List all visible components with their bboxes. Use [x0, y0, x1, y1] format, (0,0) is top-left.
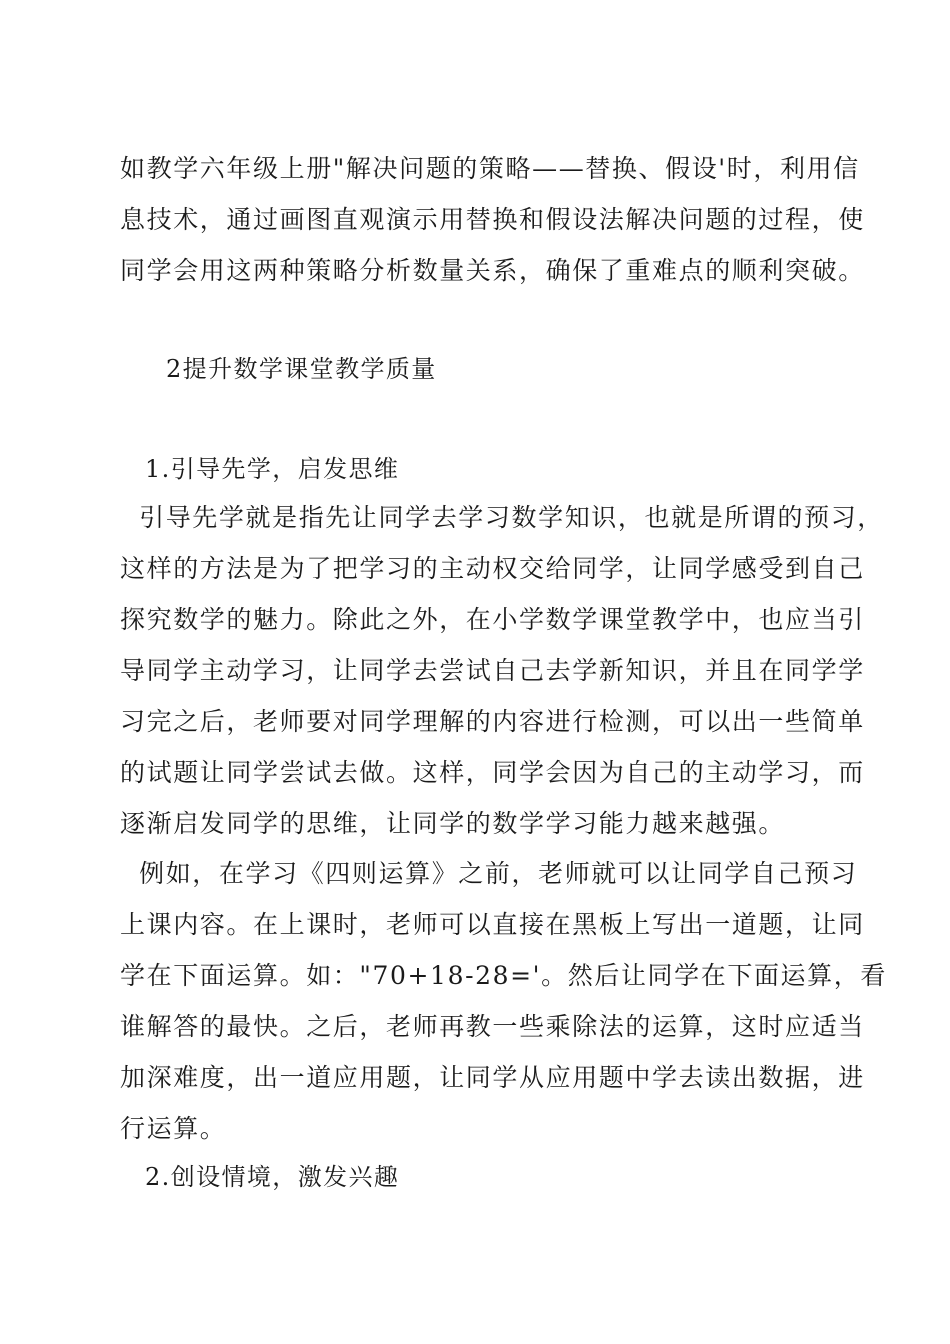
paragraph-1-line-3: 探究数学的魅力。除此之外，在小学数学课堂教学中，也应当引 — [120, 605, 865, 634]
paragraph-1-line-2: 这样的方法是为了把学习的主动权交给同学，让同学感受到自己 — [120, 554, 865, 583]
paragraph-1-line-6: 的试题让同学尝试去做。这样，同学会因为自己的主动学习，而 — [120, 758, 865, 787]
paragraph-1-line-4: 导同学主动学习，让同学去尝试自己去学新知识，并且在同学学 — [120, 656, 865, 685]
paragraph-2-line-1: 例如，在学习《四则运算》之前，老师就可以让同学自己预习 — [120, 859, 858, 888]
intro-line-2: 息技术，通过画图直观演示用替换和假设法解决问题的过程，使 — [120, 205, 865, 234]
section-title: 2提升数学课堂教学质量 — [166, 355, 437, 383]
paragraph-1-line-7: 逐渐启发同学的思维，让同学的数学学习能力越来越强。 — [120, 809, 786, 838]
paragraph-2-line-2: 上课内容。在上课时，老师可以直接在黑板上写出一道题，让同 — [120, 910, 865, 939]
intro-line-3: 同学会用这两种策略分析数量关系，确保了重难点的顺利突破。 — [120, 256, 865, 285]
subsection-title-2: 2.创设情境，激发兴趣 — [145, 1163, 400, 1191]
paragraph-1-line-1: 引导先学就是指先让同学去学习数学知识，也就是所谓的预习， — [120, 503, 884, 532]
paragraph-1-line-5: 习完之后，老师要对同学理解的内容进行检测，可以出一些简单 — [120, 707, 865, 736]
paragraph-2-line-3: 学在下面运算。如："70+18-28='。然后让同学在下面运算，看 — [120, 961, 887, 990]
paragraph-2-line-5: 加深难度，出一道应用题，让同学从应用题中学去读出数据，进 — [120, 1063, 865, 1092]
intro-line-1: 如教学六年级上册"解决问题的策略——替换、假设'时，利用信 — [120, 154, 860, 183]
paragraph-2-line-4: 谁解答的最快。之后，老师再教一些乘除法的运算，这时应适当 — [120, 1012, 865, 1041]
paragraph-2-line-6: 行运算。 — [120, 1114, 227, 1143]
subsection-title-1: 1.引导先学，启发思维 — [145, 455, 400, 483]
